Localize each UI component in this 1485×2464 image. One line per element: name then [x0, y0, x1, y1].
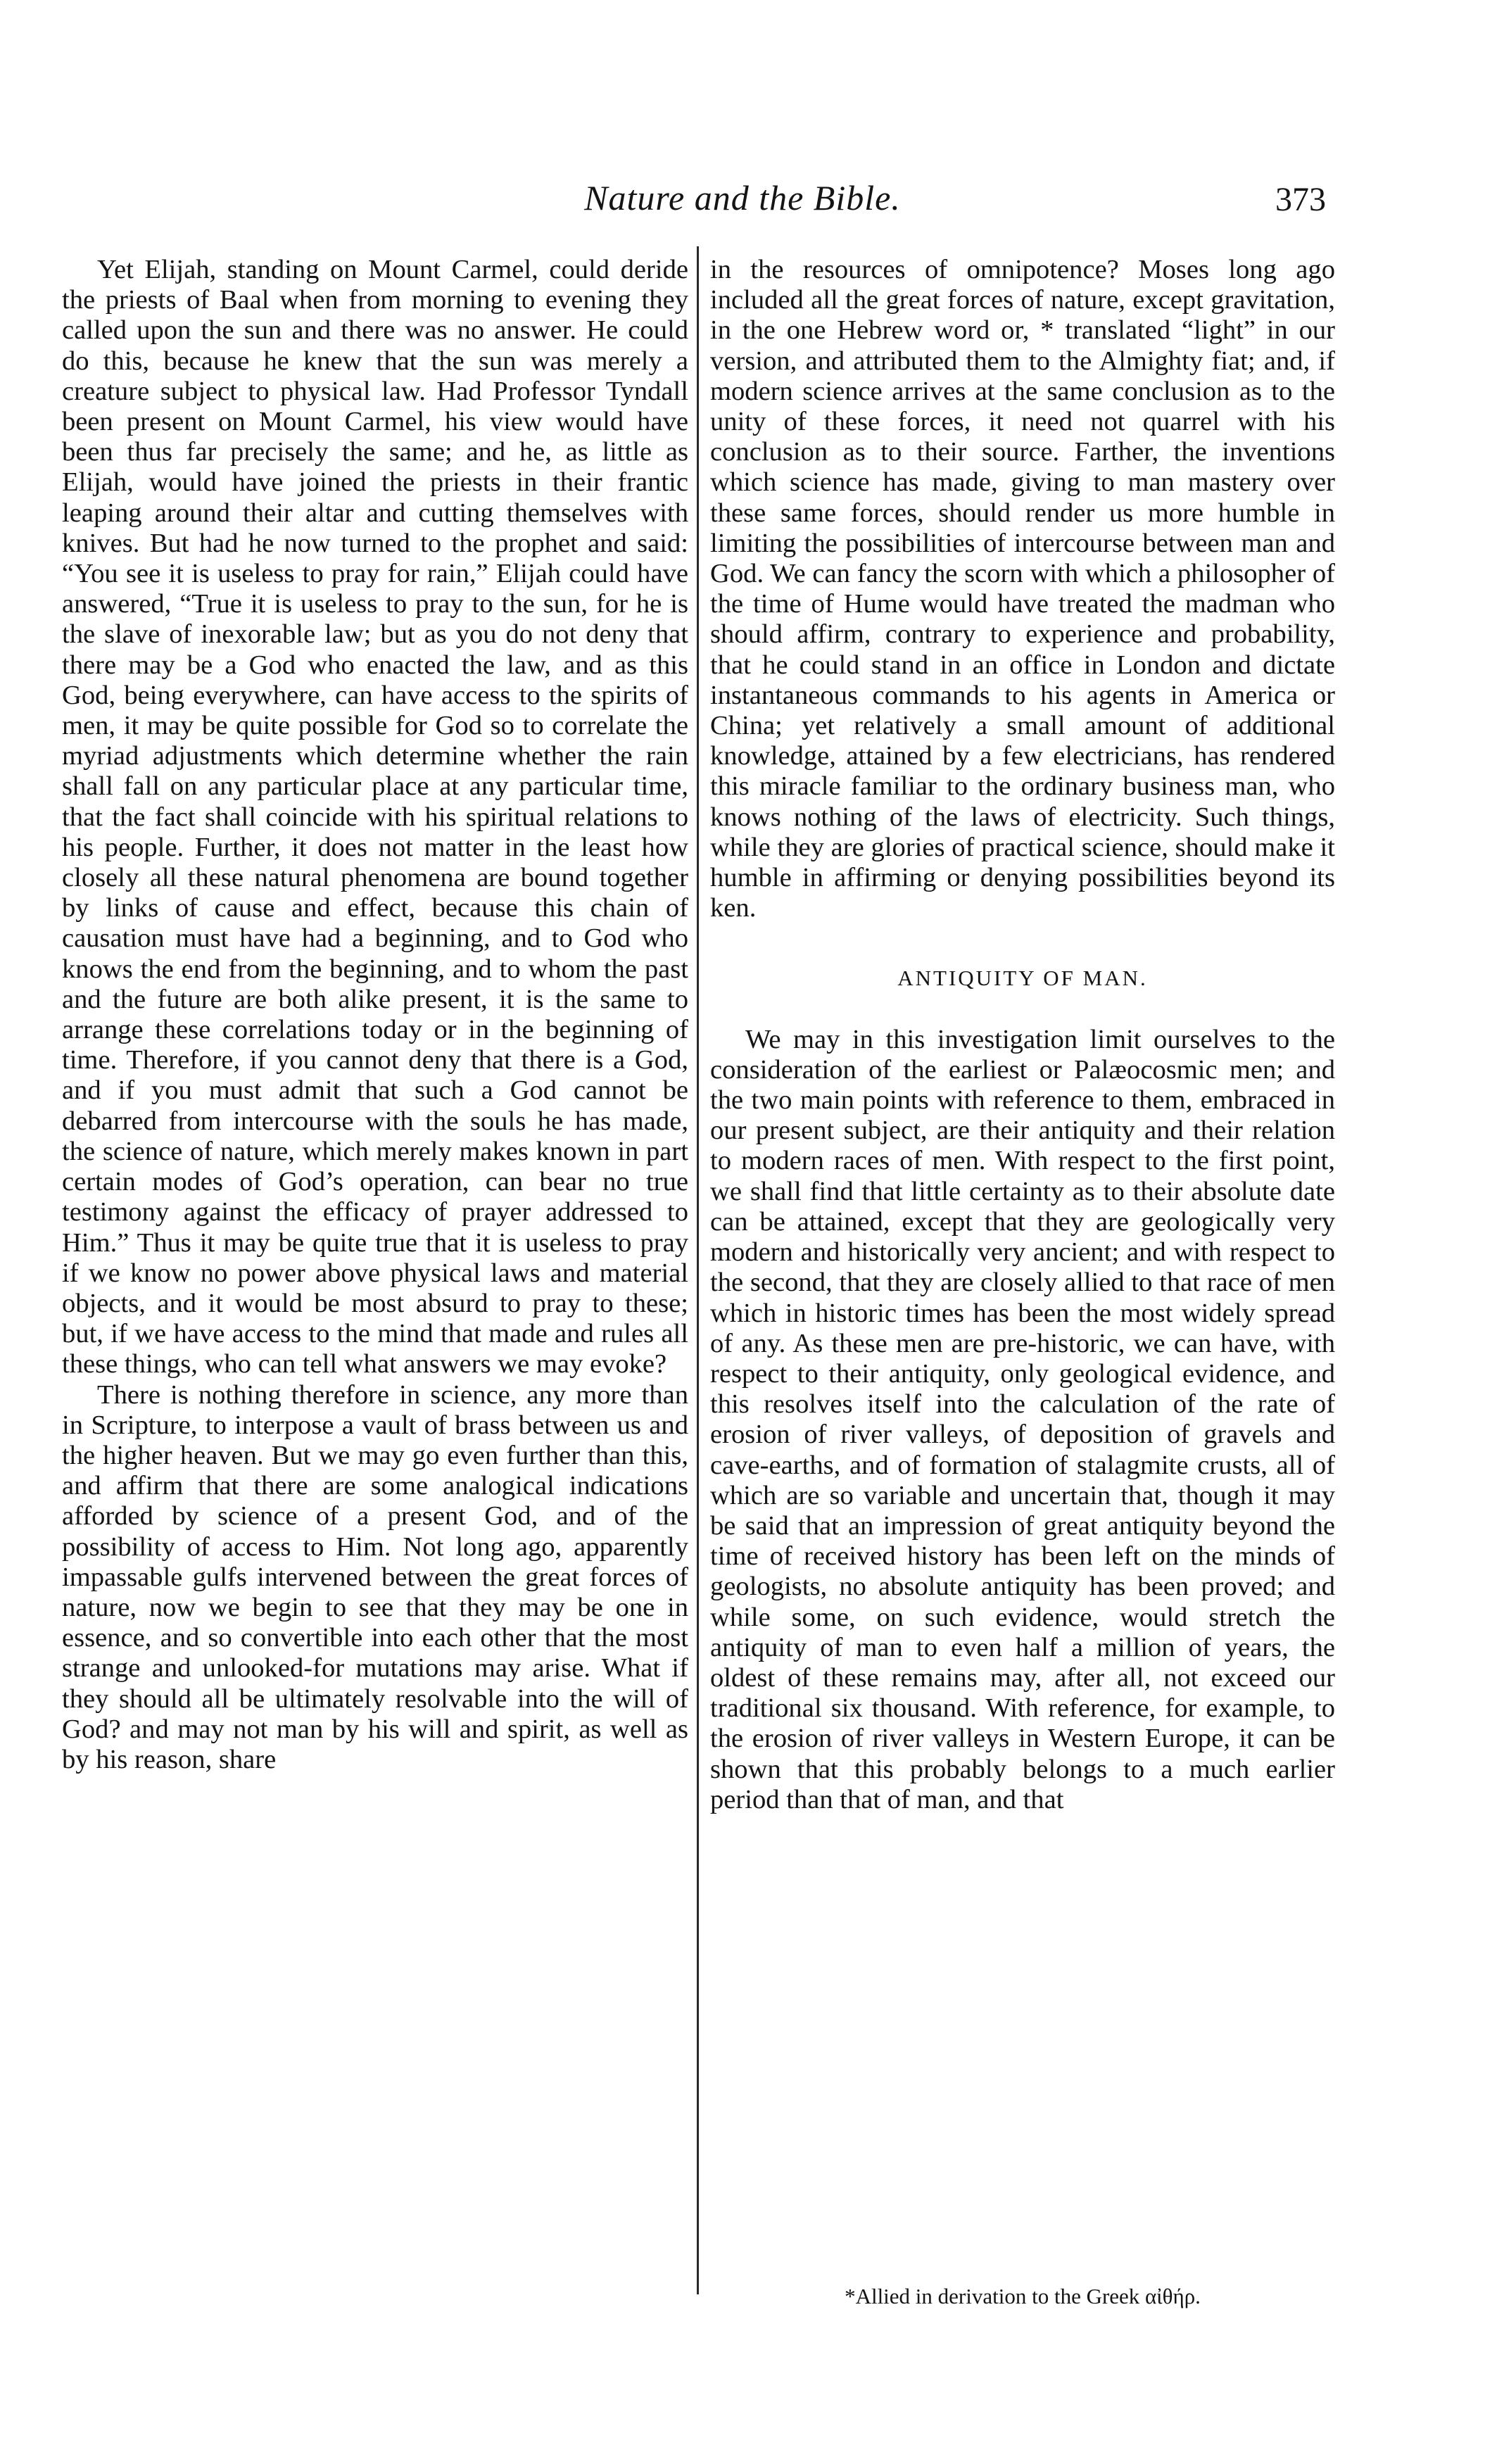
- right-paragraph-2: We may in this investigation limit ourselves to the consideration of the earliest or Palæocosmic men; and the two main points with reference to them, embraced in our present subject, are their antiquity and their relation to modern races of men. With respect to the first point, we shall find that little certainty as to their absolute date can be attained, except that they are geologically very modern and historically very ancient; and with respect to the second, that they are closely allied to that race of men which in historic times has been the most widely spread of any. As these men are pre-historic, we can have, with respect to their antiquity, only geological evidence, and this resolves itself into the calculation of the rate of erosion of river valleys, of deposition of gravels and cave-earths, and of formation of stalagmite crusts, all of which are so variable and uncertain that, though it may be said that an impression of great antiquity beyond the time of received history has been left on the minds of geologists, no absolute antiquity has been proved; and while some, on such evidence, would stretch the antiquity of man to even half a million of years, the oldest of these remains may, after all, not exceed our traditional six thousand. With reference, for example, to the erosion of river valleys in Western Europe, it can be shown that this probably belongs to a much earlier period than that of man, and that: [710, 1024, 1335, 1814]
- column-divider: [697, 246, 699, 2294]
- right-column: [710, 255, 1335, 1815]
- left-paragraph-2: There is nothing therefore in science, any more than in Scripture, to interpose a vault of brass between us and the higher heaven. But we may go even further than this, and affirm that there are some analogical indications afforded by science of a present God, and of the possibility of access to Him. Not long ago, apparently impassable gulfs intervened between the great forces of nature, now we begin to see that they may be one in essence, and so convertible into each other that the most strange and unlooked-for mutations may arise. What if they should all be ultimately resolvable into the will of God? and may not man by his will and spirit, as well as by his reason, share: [62, 1379, 688, 1774]
- right-paragraph-1: in the resources of omnipotence? Moses long ago included all the great forces of nature, except gravitation, in the one Hebrew word or, * translated “light” in our version, and attributed them to the Almighty fiat; and, if modern science arrives at the same conclusion as to the unity of these forces, it need not quarrel with his conclusion as to their source. Farther, the inventions which science has made, giving to man mastery over these same forces, should render us more humble in limiting the possibilities of intercourse between man and God. We can fancy the scorn with which a philosopher of the time of Hume would have treated the madman who should affirm, contrary to experience and probability, that he could stand in an office in London and dictate instantaneous commands to his agents in America or China; yet relatively a small amount of additional knowledge, attained by a few electricians, has rendered this miracle familiar to the ordinary business man, who knows nothing of the laws of electricity. Such things, while they are glories of practical science, should make it humble in affirming or denying possibilities beyond its ken.: [710, 255, 1335, 923]
- left-paragraph-1: Yet Elijah, standing on Mount Carmel, could deride the priests of Baal when from morning to evening they called upon the sun and there was no answer. He could do this, because he knew that the sun was merely a creature subject to physical law. Had Professor Tyndall been present on Mount Carmel, his view would have been thus far precisely the same; and he, as little as Elijah, would have joined the priests in their frantic leaping around their altar and cutting themselves with knives. But had he now turned to the prophet and said: “You see it is useless to pray for rain,” Elijah could have answered, “True it is useless to pray to the sun, for he is the slave of inexorable law; but as you do not deny that there may be a God who enacted the law, and as this God, being everywhere, can have access to the spirits of men, it may be quite possible for God so to correlate the myriad adjustments which determine whether the rain shall fall on any particular place at any particular time, that the fact shall coincide with his spiritual relations to his people. Further, it does not matter in the least how closely all these natural phenomena are bound together by links of cause and effect, because this chain of causation must have had a beginning, and to God who knows the end from the beginning, and to whom the past and the future are both alike present, it is the same to arrange these correlations today or in the beginning of time. Therefore, if you cannot deny that there is a God, and if you must admit that such a God cannot be debarred from intercourse with the souls he has made, the science of nature, which merely makes known in part certain modes of God’s operation, can bear no true testimony against the efficacy of prayer addressed to Him.” Thus it may be quite true that it is useless to pray if we know no power above physical laws and material objects, and it would be most absurd to pray to these; but, if we have access to the mind that made and rules all these things, who can tell what answers we may evoke?: [62, 255, 688, 1379]
- page-number: 373: [1275, 181, 1326, 218]
- section-heading: ANTIQUITY OF MAN.: [897, 966, 1148, 991]
- footnote: *Allied in derivation to the Greek αἰθήρ.: [845, 2284, 1201, 2308]
- left-column: [62, 255, 688, 1775]
- page-title: Nature and the Bible.: [584, 178, 901, 217]
